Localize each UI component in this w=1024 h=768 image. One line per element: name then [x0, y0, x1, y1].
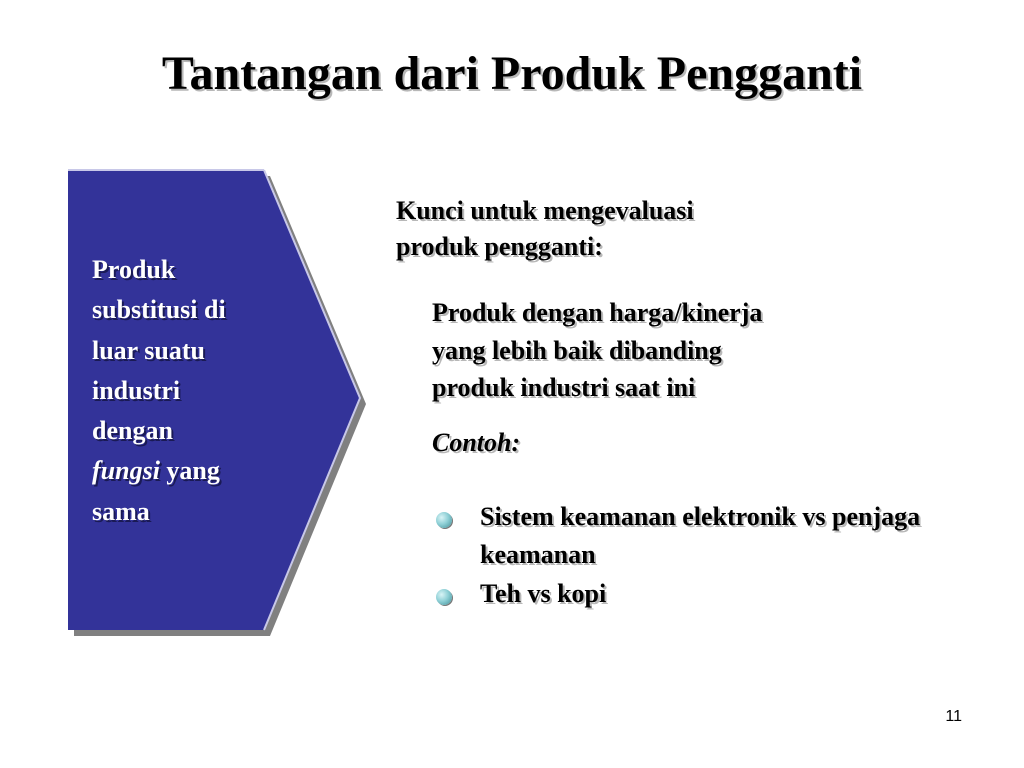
arrow-text-line: luar suatu — [92, 335, 205, 365]
key-description — [432, 294, 892, 407]
arrow-text-line: substitusi di — [92, 295, 226, 325]
bullet-item — [432, 498, 972, 573]
arrow-text-line: Produk — [92, 255, 176, 284]
after-italic-text: yang — [159, 456, 220, 486]
example-label: Contoh: — [432, 428, 521, 457]
key-description-line: Produk dengan harga/kinerja — [432, 298, 763, 327]
page-number: 11 — [945, 708, 962, 725]
example-bullet-list — [432, 498, 972, 615]
bullet-item — [432, 575, 972, 613]
bullet-icon — [436, 512, 452, 528]
arrow-text-line: dengan — [92, 416, 173, 446]
key-heading — [396, 193, 816, 266]
arrow-text-line: industri — [92, 375, 181, 405]
arrow-text-line: sama — [92, 496, 150, 526]
key-description-line: yang lebih baik dibanding — [432, 335, 722, 365]
key-heading-line: Kunci untuk mengevaluasi — [396, 196, 694, 225]
bullet-icon — [436, 589, 452, 605]
arrow-text — [92, 250, 282, 532]
key-description-line: produk industri saat ini — [432, 373, 696, 403]
arrow-text-line — [92, 451, 282, 491]
key-heading-line: produk pengganti: — [396, 232, 603, 262]
italic-word: fungsi — [92, 456, 160, 486]
slide-title: Tantangan dari Produk Pengganti — [161, 47, 863, 100]
bullet-text: Teh vs kopi — [480, 579, 607, 609]
bullet-text: Sistem keamanan elektronik vs penjaga keamanan — [480, 502, 921, 569]
